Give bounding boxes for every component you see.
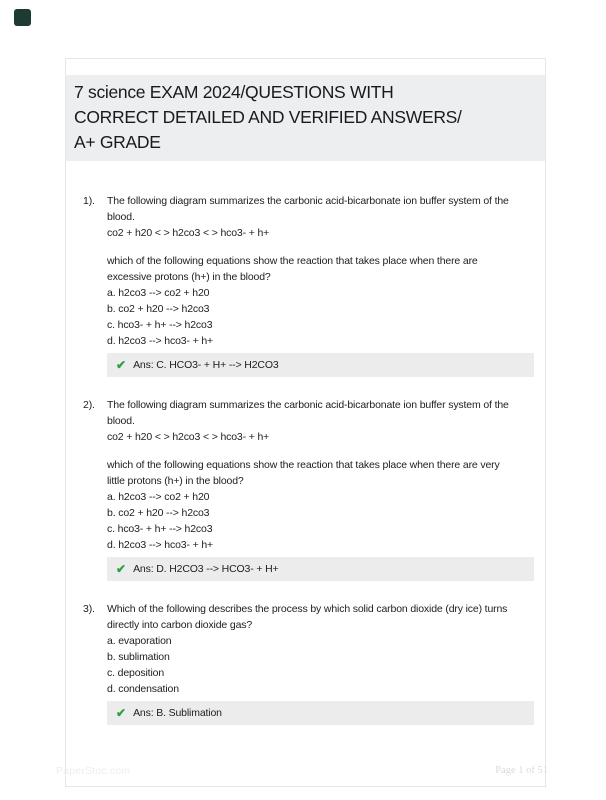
site-logo-icon: [14, 9, 31, 26]
question-number: 1).: [83, 195, 95, 207]
question-text-line: little protons (h+) in the blood?: [107, 475, 244, 487]
document-page-frame: [65, 58, 546, 787]
option-c: c. hco3- + h+ --> h2co3: [107, 319, 213, 331]
option-b: b. co2 + h20 --> h2co3: [107, 303, 210, 315]
question-text-line: blood.: [107, 415, 135, 427]
answer-box-3: [107, 701, 534, 725]
question-body: [107, 397, 534, 581]
question-2: [83, 397, 545, 581]
option-a: a. h2co3 --> co2 + h20: [107, 287, 210, 299]
question-body: [107, 193, 534, 377]
option-c: c. deposition: [107, 667, 165, 679]
title-line: CORRECT DETAILED AND VERIFIED ANSWERS/: [74, 107, 462, 127]
question-equation: co2 + h20 < > h2co3 < > hco3- + h+: [107, 227, 270, 239]
page-number: Page 1 of 51: [495, 765, 548, 776]
option-b: b. sublimation: [107, 651, 170, 663]
question-text-line: directly into carbon dioxide gas?: [107, 619, 253, 631]
question-text-line: The following diagram summarizes the carbonic acid-bicarbonate ion buffer system of the: [107, 399, 509, 411]
option-d: d. h2co3 --> hco3- + h+: [107, 539, 213, 551]
question-text-line: The following diagram summarizes the carbonic acid-bicarbonate ion buffer system of the: [107, 195, 509, 207]
question-text-line: blood.: [107, 211, 135, 223]
question-text-line: which of the following equations show the reaction that takes place when there are very: [107, 459, 500, 471]
question-text-line: Which of the following describes the process by which solid carbon dioxide (dry ice) turns: [107, 603, 508, 615]
title-line: A+ GRADE: [74, 132, 161, 152]
answer-box-2: [107, 557, 534, 581]
option-a: a. h2co3 --> co2 + h20: [107, 491, 210, 503]
option-d: d. h2co3 --> hco3- + h+: [107, 335, 213, 347]
answer-box-1: [107, 353, 534, 377]
watermark-text: PaperStoc.com: [56, 765, 131, 777]
document-title: [66, 75, 545, 161]
question-1: [83, 193, 545, 377]
option-c: c. hco3- + h+ --> h2co3: [107, 523, 213, 535]
answer-text: Ans: D. H2CO3 --> HCO3- + H+: [133, 563, 279, 575]
question-body: [107, 601, 534, 725]
question-equation: co2 + h20 < > h2co3 < > hco3- + h+: [107, 431, 270, 443]
check-icon: ✔: [116, 562, 127, 576]
answer-text: Ans: C. HCO3- + H+ --> H2CO3: [133, 359, 279, 371]
blank-line: [107, 445, 534, 457]
option-a: a. evaporation: [107, 635, 172, 647]
check-icon: ✔: [116, 706, 127, 720]
title-line: 7 science EXAM 2024/QUESTIONS WITH: [74, 82, 394, 102]
option-d: d. condensation: [107, 683, 179, 695]
question-text-line: excessive protons (h+) in the blood?: [107, 271, 271, 283]
question-number: 2).: [83, 399, 95, 411]
question-number: 3).: [83, 603, 95, 615]
answer-text: Ans: B. Sublimation: [133, 707, 222, 719]
check-icon: ✔: [116, 358, 127, 372]
question-3: [83, 601, 545, 725]
option-b: b. co2 + h20 --> h2co3: [107, 507, 210, 519]
blank-line: [107, 241, 534, 253]
question-text-line: which of the following equations show the reaction that takes place when there are: [107, 255, 478, 267]
